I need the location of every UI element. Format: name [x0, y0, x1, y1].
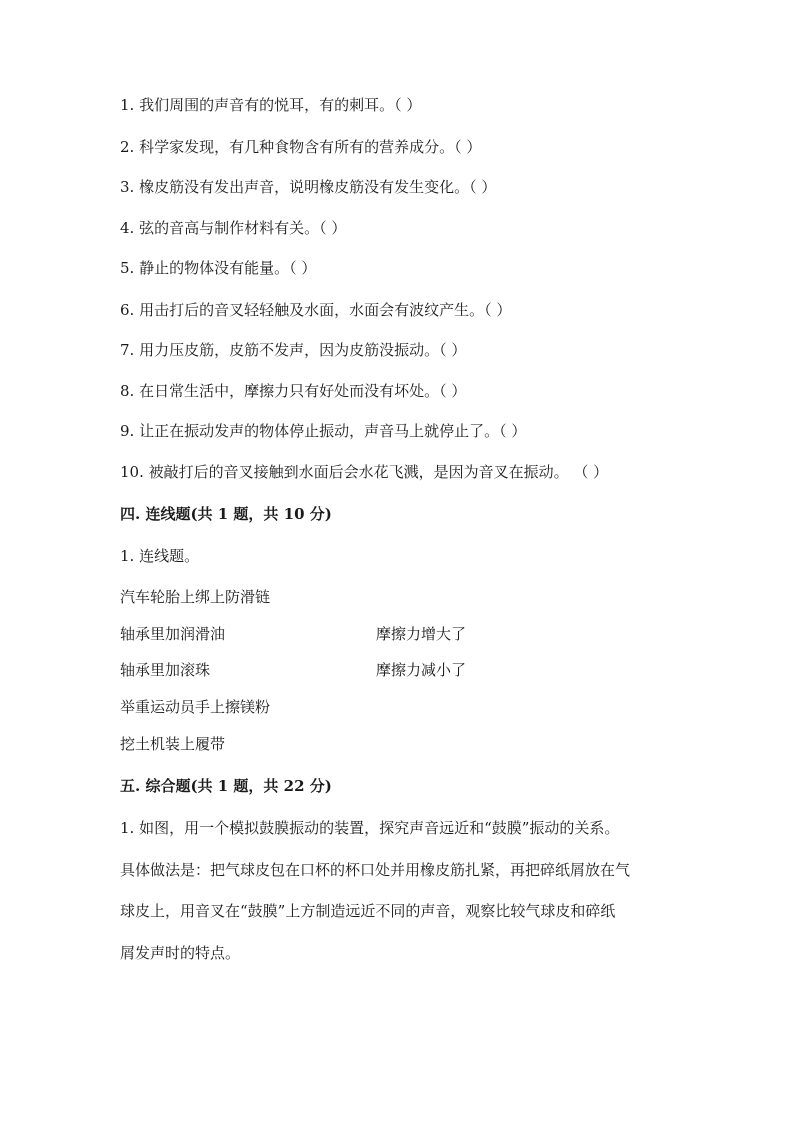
matching-left-item-2: 轴承里加润滑油 [120, 625, 226, 643]
tf-question-3: 3. 橡皮筋没有发出声音，说明橡皮筋没有发生变化。（ ） [120, 178, 497, 196]
matching-right-item-2: 摩擦力减小了 [376, 661, 467, 679]
tf-question-5: 5. 静止的物体没有能量。（ ） [120, 259, 317, 277]
comprehensive-line-3: 球皮上，用音叉在“鼓膜”上方制造远近不同的声音，观察比较气球皮和碎纸 [120, 902, 616, 920]
comprehensive-line-4: 屑发声时的特点。 [120, 944, 241, 962]
matching-left-item-4: 举重运动员手上擦镁粉 [120, 698, 271, 716]
tf-question-8: 8. 在日常生活中，摩擦力只有好处而没有坏处。（ ） [120, 382, 467, 400]
comprehensive-line-1: 1. 如图，用一个模拟鼓膜振动的装置，探究声音远近和“鼓膜”振动的关系。 [120, 819, 620, 837]
tf-question-10: 10. 被敲打后的音叉接触到水面后会水花飞溅，是因为音叉在振动。 （ ） [120, 463, 609, 481]
tf-question-6: 6. 用击打后的音叉轻轻触及水面，水面会有波纹产生。（ ） [120, 301, 512, 319]
comprehensive-line-2: 具体做法是：把气球皮包在口杯的杯口处并用橡皮筋扎紧，再把碎纸屑放在气 [120, 861, 631, 879]
tf-question-2: 2. 科学家发现，有几种食物含有所有的营养成分。（ ） [120, 138, 482, 156]
tf-question-1: 1. 我们周围的声音有的悦耳，有的刺耳。（ ） [120, 96, 422, 114]
matching-question: 1. 连线题。 [120, 547, 200, 565]
tf-question-7: 7. 用力压皮筋，皮筋不发声，因为皮筋没振动。（ ） [120, 341, 467, 359]
matching-left-item-5: 挖土机装上履带 [120, 735, 226, 753]
matching-left-item-3: 轴承里加滚珠 [120, 661, 211, 679]
section-5-heading: 五. 综合题(共 1 题，共 22 分) [120, 777, 332, 795]
tf-question-4: 4. 弦的音高与制作材料有关。（ ） [120, 219, 347, 237]
section-4-heading: 四. 连线题(共 1 题，共 10 分) [120, 505, 332, 523]
matching-left-item-1: 汽车轮胎上绑上防滑链 [120, 588, 271, 606]
matching-right-item-1: 摩擦力增大了 [376, 625, 467, 643]
tf-question-9: 9. 让正在振动发声的物体停止振动，声音马上就停止了。（ ） [120, 422, 527, 440]
